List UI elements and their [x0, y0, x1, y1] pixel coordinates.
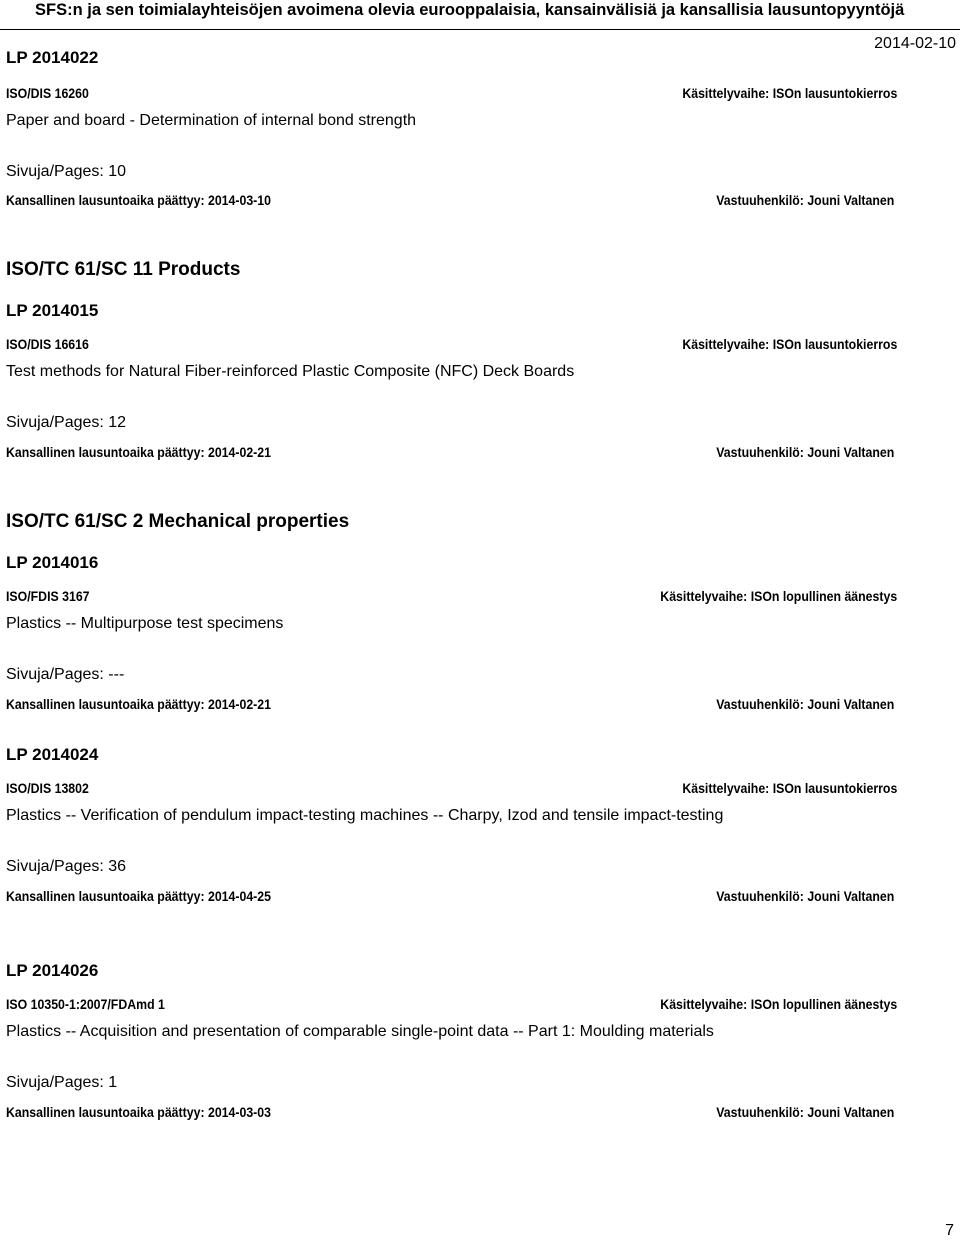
entry-stage: Käsittelyvaihe: ISOn lopullinen äänestys — [660, 996, 897, 1012]
entry-standard-ref: ISO 10350-1:2007/FDAmd 1 — [6, 996, 165, 1012]
entry-lp-number: LP 2014015 — [6, 301, 99, 320]
entry-standard-ref: ISO/DIS 13802 — [6, 780, 89, 796]
entry-deadline: Kansallinen lausuntoaika päättyy: 2014-02-21 — [6, 696, 271, 712]
entry-responsible-person: Vastuuhenkilö: Jouni Valtanen — [716, 1104, 894, 1120]
entry-lp-number: LP 2014022 — [6, 48, 99, 67]
entry-stage: Käsittelyvaihe: ISOn lausuntokierros — [682, 780, 897, 796]
entry-stage: Käsittelyvaihe: ISOn lausuntokierros — [682, 336, 897, 352]
entry-pages: Sivuja/Pages: --- — [6, 666, 125, 683]
entry-pages: Sivuja/Pages: 1 — [6, 1074, 118, 1091]
entry-standard-ref: ISO/DIS 16260 — [6, 85, 89, 101]
entry-lp-number: LP 2014024 — [6, 745, 99, 764]
document-header — [0, 0, 960, 30]
entry-standard-ref: ISO/DIS 16616 — [6, 336, 89, 352]
entry-title: Paper and board - Determination of internal bond strength — [6, 112, 417, 129]
page-number: 7 — [945, 1222, 954, 1239]
committee-heading: ISO/TC 61/SC 2 Mechanical properties — [6, 511, 350, 532]
entry-pages: Sivuja/Pages: 12 — [6, 414, 127, 431]
committee-heading: ISO/TC 61/SC 11 Products — [6, 259, 241, 280]
entry-deadline: Kansallinen lausuntoaika päättyy: 2014-02-21 — [6, 444, 271, 460]
entry-deadline: Kansallinen lausuntoaika päättyy: 2014-03-10 — [6, 192, 271, 208]
entry-deadline: Kansallinen lausuntoaika päättyy: 2014-03-03 — [6, 1104, 271, 1120]
entry-pages: Sivuja/Pages: 36 — [6, 858, 127, 875]
entry-title: Plastics -- Multipurpose test specimens — [6, 615, 284, 632]
entry-title: Plastics -- Acquisition and presentation of comparable single-point data -- Part 1: Moulding materials — [6, 1023, 714, 1040]
entry-responsible-person: Vastuuhenkilö: Jouni Valtanen — [716, 696, 894, 712]
entry-deadline: Kansallinen lausuntoaika päättyy: 2014-04-25 — [6, 888, 271, 904]
entry-stage: Käsittelyvaihe: ISOn lausuntokierros — [682, 85, 897, 101]
entry-lp-number: LP 2014026 — [6, 961, 99, 980]
entry-title: Test methods for Natural Fiber-reinforced Plastic Composite (NFC) Deck Boards — [6, 363, 575, 380]
document-date: 2014-02-10 — [874, 35, 956, 52]
entry-responsible-person: Vastuuhenkilö: Jouni Valtanen — [716, 444, 894, 460]
entry-pages: Sivuja/Pages: 10 — [6, 163, 127, 180]
entry-title: Plastics -- Verification of pendulum impact-testing machines -- Charpy, Izod and tensile impact-testing — [6, 807, 724, 824]
entry-responsible-person: Vastuuhenkilö: Jouni Valtanen — [716, 888, 894, 904]
header-title: SFS:n ja sen toimialayhteisöjen avoimena olevia eurooppalaisia, kansainvälisiä ja kansallisia lausuntopyyntöjä — [35, 1, 905, 19]
entry-standard-ref: ISO/FDIS 3167 — [6, 588, 90, 604]
entry-lp-number: LP 2014016 — [6, 553, 99, 572]
entry-responsible-person: Vastuuhenkilö: Jouni Valtanen — [716, 192, 894, 208]
entry-stage: Käsittelyvaihe: ISOn lopullinen äänestys — [660, 588, 897, 604]
